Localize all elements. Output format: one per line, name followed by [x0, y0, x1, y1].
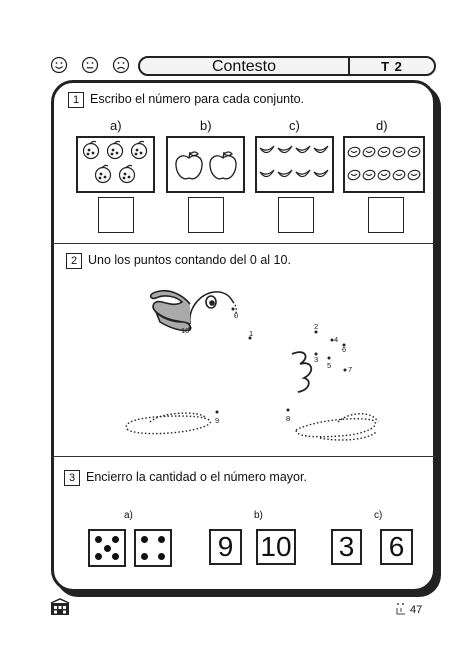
duck-tail-drawing [292, 352, 311, 392]
orange-icon [84, 141, 147, 182]
dot-label-1: 1 [249, 329, 254, 338]
topic-code: T 2 [381, 59, 403, 74]
item-letter-a: a) [124, 510, 133, 521]
dot-card-four[interactable] [134, 529, 172, 567]
section-divider [51, 243, 436, 244]
apple-icon [176, 152, 236, 179]
happy-face-icon [50, 56, 68, 74]
answer-box-b[interactable] [188, 197, 224, 233]
section-divider [51, 456, 436, 457]
page-number: 47 [410, 604, 423, 616]
picture-box-apples [166, 136, 245, 193]
picture-box-bananas [255, 136, 334, 193]
duck-dot-to-dot[interactable] [110, 272, 410, 448]
number-card-left-b[interactable]: 9 [209, 529, 242, 565]
dot-label-7: 7 [348, 365, 353, 374]
item-letter-b: b) [200, 118, 212, 133]
dot-label-10: 10 [181, 326, 190, 335]
exercise-3-instruction: Encierro la cantidad o el número mayor. [86, 470, 307, 484]
dot-label-8: 8 [286, 414, 291, 423]
dot-label-5: 5 [327, 361, 332, 370]
banana-icon [260, 146, 328, 177]
number-dots [181, 308, 352, 426]
publisher-logo-icon [50, 598, 70, 616]
item-letter-c: c) [374, 510, 383, 521]
item-letter-d: d) [376, 118, 388, 133]
dot-label-3: 3 [314, 355, 319, 364]
number-card-right-b[interactable]: 10 [256, 529, 296, 565]
exercise-2-instruction: Uno los puntos contando del 0 al 10. [88, 253, 291, 267]
item-letter-c: c) [289, 118, 300, 133]
number-card-right-c[interactable]: 6 [380, 529, 413, 565]
duck-head-drawing [151, 291, 233, 331]
title-bar [138, 56, 436, 76]
exercise-number-1: 1 [68, 92, 84, 108]
mango-icon [347, 146, 421, 182]
footer-ornament-icon [395, 602, 407, 616]
number-card-left-c[interactable]: 3 [331, 529, 362, 565]
exercise-number-2: 2 [66, 253, 82, 269]
dot-label-9: 9 [215, 416, 220, 425]
sad-face-icon [112, 56, 130, 74]
answer-box-d[interactable] [368, 197, 404, 233]
exercise-1-instruction: Escribo el número para cada conjunto. [90, 92, 305, 106]
neutral-face-icon [81, 56, 99, 74]
dot-label-2: 2 [314, 322, 319, 331]
exercise-number-3: 3 [64, 470, 80, 486]
water-ripples [126, 413, 378, 440]
item-letter-b: b) [254, 510, 263, 521]
answer-box-c[interactable] [278, 197, 314, 233]
page-title: Contesto [211, 58, 277, 75]
answer-box-a[interactable] [98, 197, 134, 233]
item-letter-a: a) [110, 118, 122, 133]
dot-label-4: 4 [334, 335, 339, 344]
dot-label-6: 6 [342, 345, 347, 354]
dot-label-0: 0 [234, 311, 239, 320]
picture-box-oranges [76, 136, 155, 193]
dot-card-five[interactable] [88, 529, 126, 567]
picture-box-mangoes [343, 136, 425, 193]
